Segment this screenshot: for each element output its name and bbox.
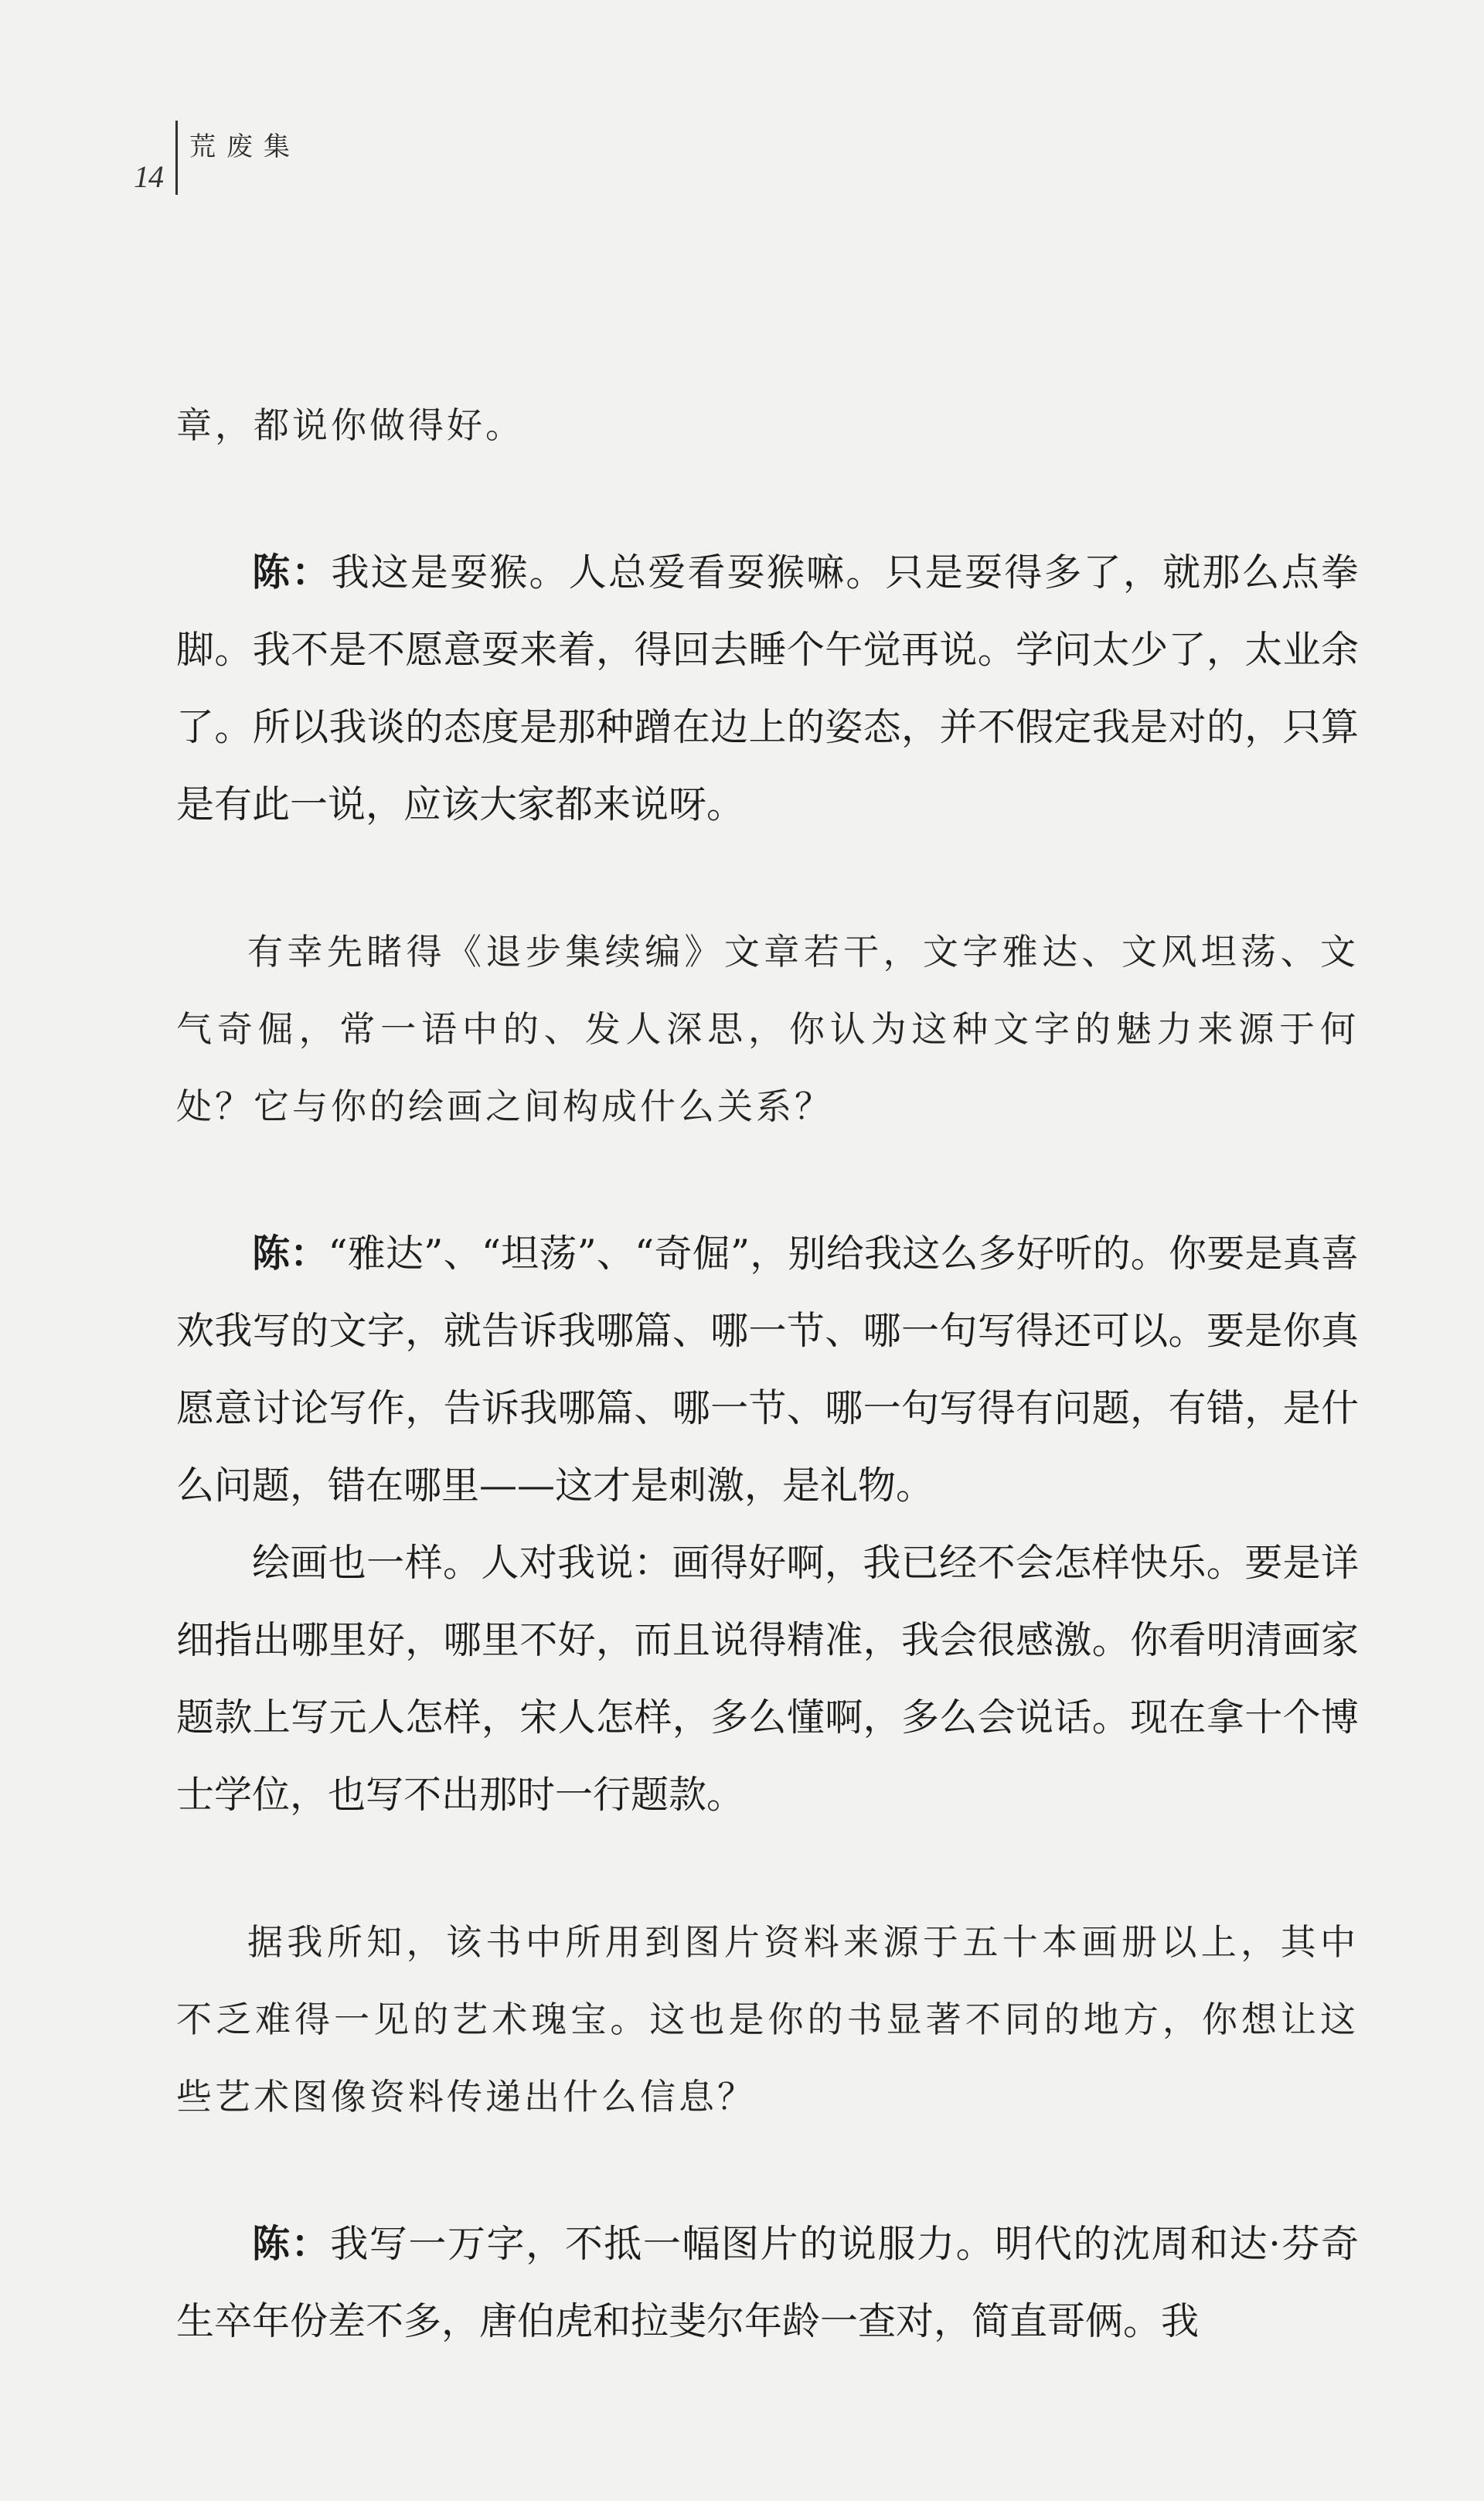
answer-paragraph bbox=[176, 1525, 1359, 1834]
speaker-label: 陈： bbox=[252, 550, 332, 595]
paragraph-text: 绘画也一样。人对我说：画得好啊，我已经不会怎样快乐。要是详细指出哪里好，哪里不好，而且说得精准，我会很感激。你看明清画家题款上写元人怎样，宋人怎样，多么懂啊，多么会说话。现在拿十个博士学位，也写不出那时一行题款。 bbox=[176, 1541, 1359, 1817]
speaker-label: 陈： bbox=[252, 2221, 331, 2266]
header-divider bbox=[175, 121, 178, 195]
paragraph-text: 我这是耍猴。人总爱看耍猴嘛。只是耍得多了，就那么点拳脚。我不是不愿意耍来着，得回去睡个午觉再说。学问太少了，太业余了。所以我谈的态度是那种蹭在边上的姿态，并不假定我是对的，只算是有此一说，应该大家都来说呀。 bbox=[176, 550, 1359, 826]
paragraph-gap bbox=[176, 1834, 1359, 1903]
speaker-label: 陈： bbox=[252, 1231, 328, 1276]
page-body bbox=[176, 387, 1359, 2360]
paragraph-text: 我写一万字，不抵一幅图片的说服力。明代的沈周和达·芬奇生卒年份差不多，唐伯虎和拉斐尔年龄一查对，简直哥俩。我 bbox=[176, 2222, 1359, 2343]
answer-paragraph bbox=[176, 2205, 1359, 2360]
book-title: 荒废集 bbox=[189, 131, 301, 162]
paragraph-gap bbox=[176, 2135, 1359, 2205]
paragraph-gap bbox=[176, 843, 1359, 913]
running-header bbox=[128, 116, 437, 201]
paragraph-text: 有幸先睹得《退步集续编》文章若干，文字雅达、文风坦荡、文气奇倔，常一语中的、发人深思，你认为这种文字的魅力来源于何处？它与你的绘画之间构成什么关系？ bbox=[176, 931, 1359, 1127]
paragraph-text: 章，都说你做得好。 bbox=[176, 404, 524, 446]
paragraph-gap bbox=[176, 1145, 1359, 1215]
question-paragraph bbox=[176, 1903, 1359, 2135]
page-number: 14 bbox=[134, 159, 163, 194]
answer-paragraph bbox=[176, 1215, 1359, 1525]
answer-paragraph bbox=[176, 533, 1359, 843]
question-paragraph bbox=[176, 387, 1359, 464]
question-paragraph bbox=[176, 913, 1359, 1145]
paragraph-text: 据我所知，该书中所用到图片资料来源于五十本画册以上，其中不乏难得一见的艺术瑰宝。这也是你的书显著不同的地方，你想让这些艺术图像资料传递出什么信息？ bbox=[176, 1921, 1359, 2118]
paragraph-gap bbox=[176, 464, 1359, 533]
paragraph-text: “雅达”、“坦荡”、“奇倔”，别给我这么多好听的。你要是真喜欢我写的文字，就告诉我哪篇、哪一节、哪一句写得还可以。要是你真愿意讨论写作，告诉我哪篇、哪一节、哪一句写得有问题，有错，是什么问题，错在哪里——这才是刺激，是礼物。 bbox=[176, 1232, 1359, 1508]
